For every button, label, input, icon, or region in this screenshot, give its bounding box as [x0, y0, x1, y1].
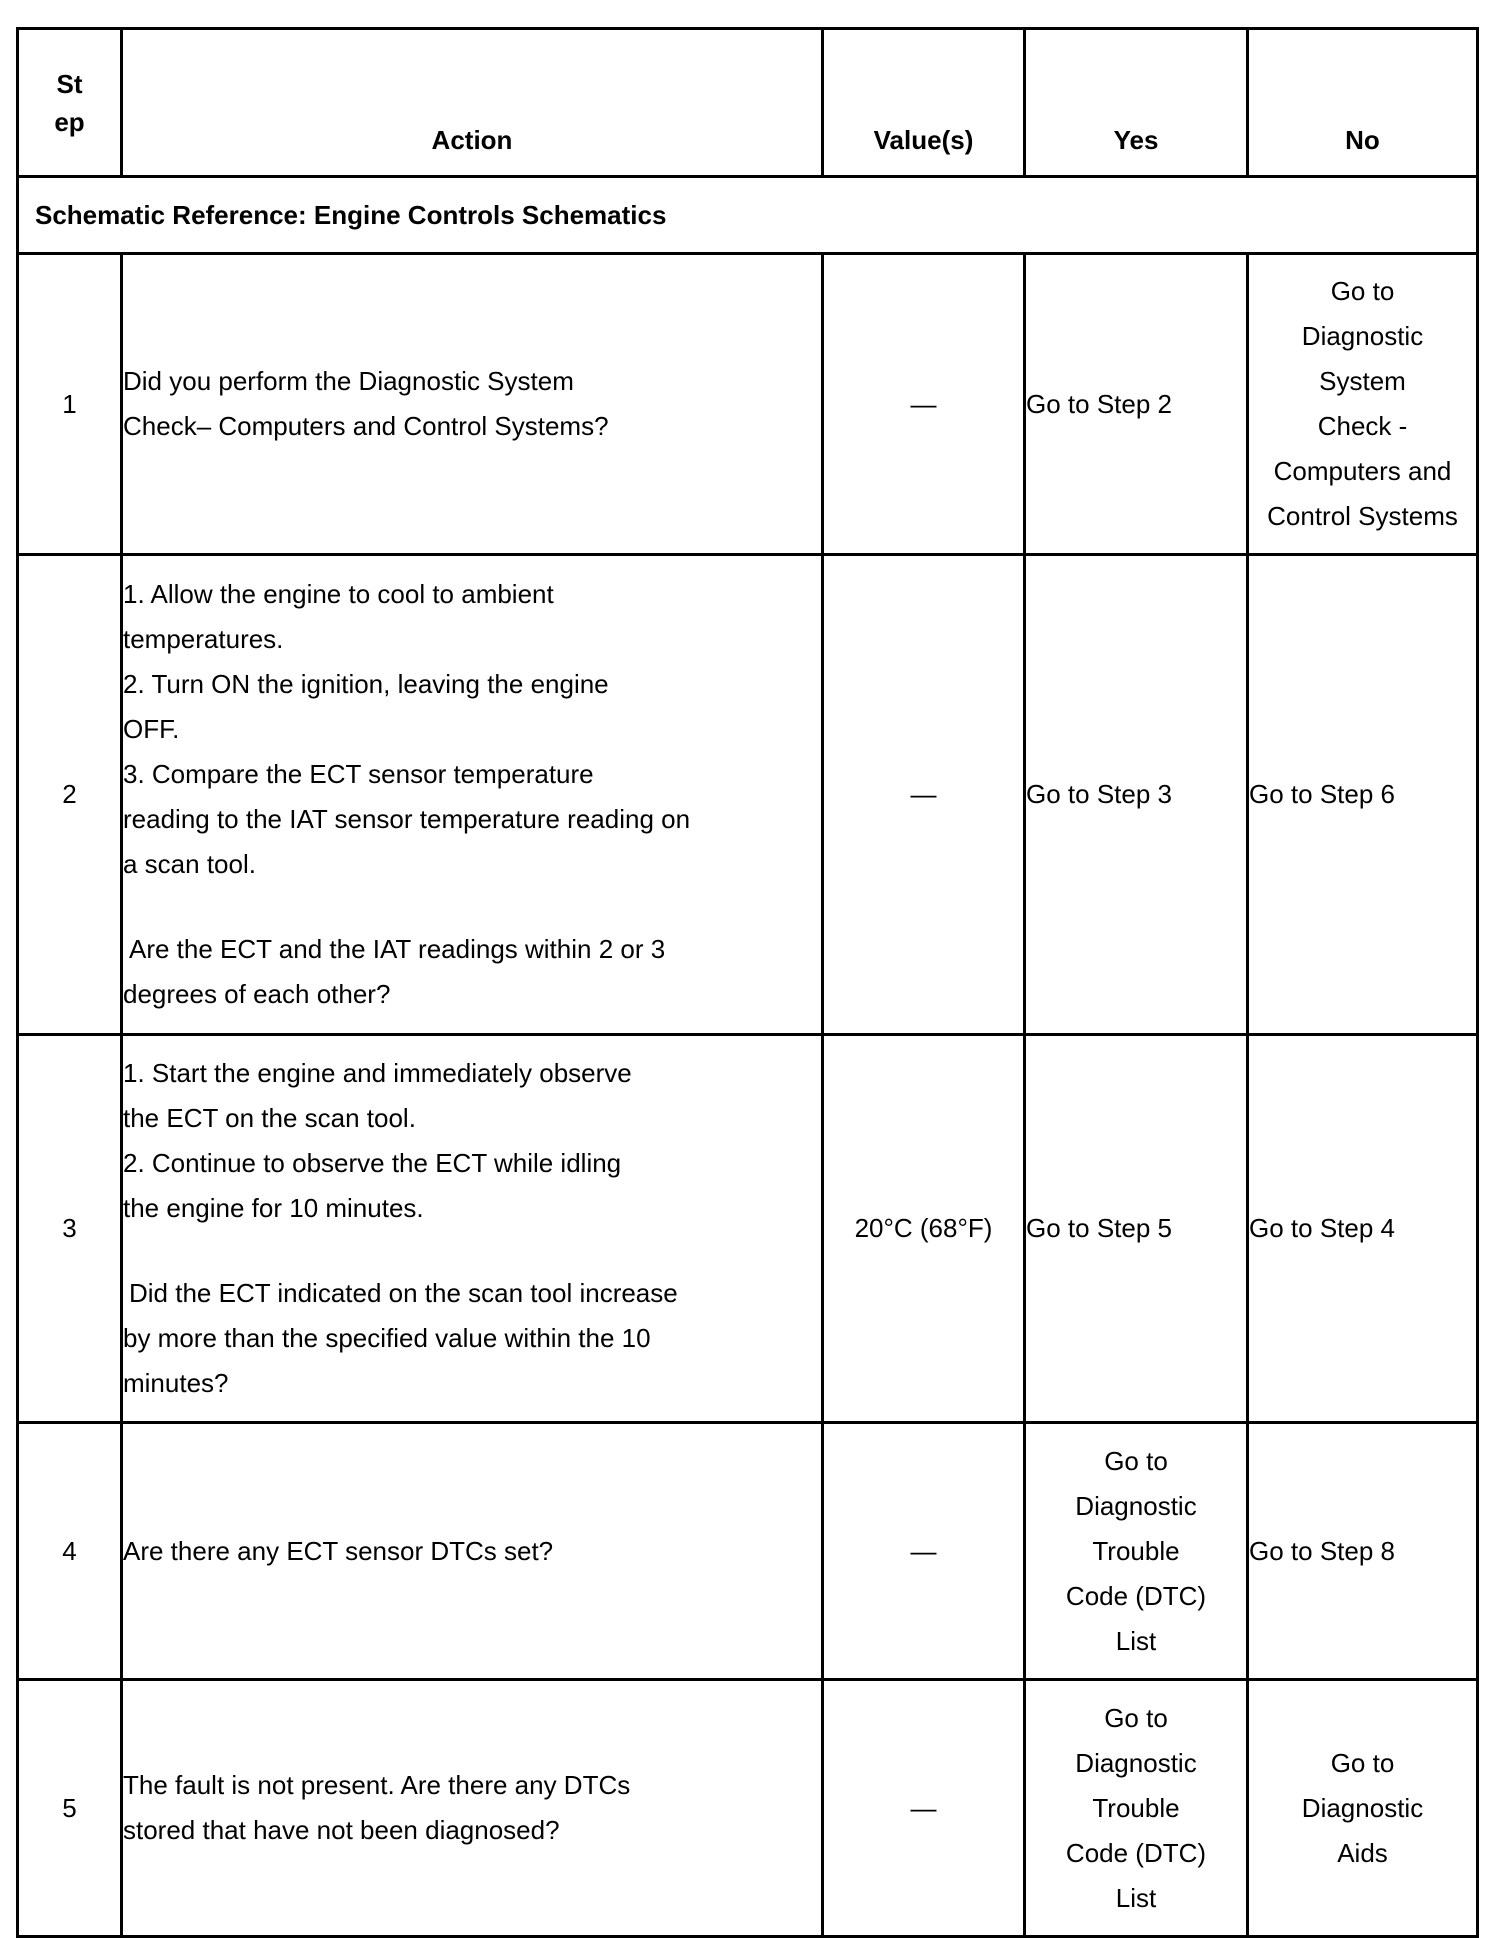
action-line: Are there any ECT sensor DTCs set? [123, 1535, 554, 1566]
yes-cell [1025, 1423, 1248, 1680]
header-values: Value(s) [823, 29, 1025, 177]
paragraph-gap [123, 1231, 821, 1271]
diagnostic-table [16, 27, 1479, 1938]
header-step-line: St [56, 68, 83, 99]
yes-line: Go to [1104, 1445, 1168, 1476]
header-row [18, 29, 1478, 177]
yes-cell [1025, 1680, 1248, 1937]
value-cell: — [823, 555, 1025, 1035]
no-line: Computers and [1273, 456, 1452, 486]
step-number: 4 [18, 1423, 122, 1680]
action-line: 2. Turn ON the ignition, leaving the engine [123, 669, 609, 699]
question-line: Did the ECT indicated on the scan tool increase [129, 1278, 678, 1308]
no-cell: Go to Step 8 [1248, 1423, 1478, 1680]
action-line: OFF. [123, 714, 180, 744]
action-line: 1. Start the engine and immediately observe [123, 1058, 632, 1088]
yes-cell: Go to Step 2 [1025, 254, 1248, 555]
action-line: reading to the IAT sensor temperature reading on [123, 804, 691, 834]
action-line: 1. Allow the engine to cool to ambient [123, 579, 554, 609]
step-number: 5 [18, 1680, 122, 1937]
yes-line: Code (DTC) [1065, 1837, 1207, 1868]
no-line: Go to [1330, 276, 1395, 306]
yes-line: Code (DTC) [1065, 1580, 1207, 1611]
question-line: Are the ECT and the IAT readings within 2 or 3 [129, 934, 666, 964]
yes-line: Trouble [1092, 1535, 1180, 1566]
no-line: System [1319, 366, 1406, 396]
no-line: Control Systems [1267, 501, 1458, 531]
action-cell [122, 555, 823, 1035]
no-cell [1248, 254, 1478, 555]
table-row [18, 254, 1478, 555]
value-cell: 20°C (68°F) [823, 1035, 1025, 1423]
no-line: Check - [1317, 411, 1408, 441]
no-cell: Go to Step 4 [1248, 1035, 1478, 1423]
action-cell [122, 1035, 823, 1423]
action-line: stored that have not been diagnosed? [123, 1815, 560, 1845]
yes-line: Diagnostic [1075, 1490, 1197, 1521]
value-cell: — [823, 254, 1025, 555]
question-line: by more than the specified value within the 10 [123, 1323, 651, 1353]
schematic-reference-row [18, 177, 1478, 254]
action-line: Check– Computers and Control Systems? [123, 411, 609, 441]
value-cell: — [823, 1680, 1025, 1937]
yes-line: Diagnostic [1075, 1747, 1197, 1778]
question-line: degrees of each other? [123, 979, 391, 1009]
step-number: 2 [18, 555, 122, 1035]
action-cell [122, 254, 823, 555]
header-no: No [1248, 29, 1478, 177]
table-row [18, 1423, 1478, 1680]
table-row [18, 555, 1478, 1035]
table-row [18, 1680, 1478, 1937]
yes-cell: Go to Step 5 [1025, 1035, 1248, 1423]
header-step-line: ep [54, 106, 85, 137]
step-number: 1 [18, 254, 122, 555]
no-cell [1248, 1680, 1478, 1937]
paragraph-gap [123, 887, 821, 927]
header-action: Action [122, 29, 823, 177]
header-yes: Yes [1025, 29, 1248, 177]
question-line: minutes? [123, 1368, 229, 1398]
table-row [18, 1035, 1478, 1423]
yes-line: Trouble [1092, 1792, 1180, 1823]
step-number: 3 [18, 1035, 122, 1423]
yes-line: List [1115, 1625, 1157, 1656]
header-step [18, 29, 122, 177]
no-line: Go to [1330, 1747, 1395, 1778]
action-line: the ECT on the scan tool. [123, 1103, 416, 1133]
action-line: Did you perform the Diagnostic System [123, 366, 574, 396]
yes-cell: Go to Step 3 [1025, 555, 1248, 1035]
yes-line: Go to [1104, 1702, 1168, 1733]
action-line: a scan tool. [123, 849, 256, 879]
no-cell: Go to Step 6 [1248, 555, 1478, 1035]
no-line: Diagnostic [1301, 1792, 1424, 1823]
schematic-reference: Schematic Reference: Engine Controls Schematics [18, 177, 1478, 254]
action-line: temperatures. [123, 624, 284, 654]
action-line: 3. Compare the ECT sensor temperature [123, 759, 594, 789]
yes-line: List [1115, 1882, 1157, 1913]
action-line: 2. Continue to observe the ECT while idling [123, 1148, 622, 1178]
value-cell: — [823, 1423, 1025, 1680]
action-cell [122, 1423, 823, 1680]
action-line: the engine for 10 minutes. [123, 1193, 424, 1223]
action-cell [122, 1680, 823, 1937]
action-line: The fault is not present. Are there any DTCs [123, 1770, 631, 1800]
no-line: Diagnostic [1301, 321, 1424, 351]
no-line: Aids [1337, 1837, 1388, 1868]
